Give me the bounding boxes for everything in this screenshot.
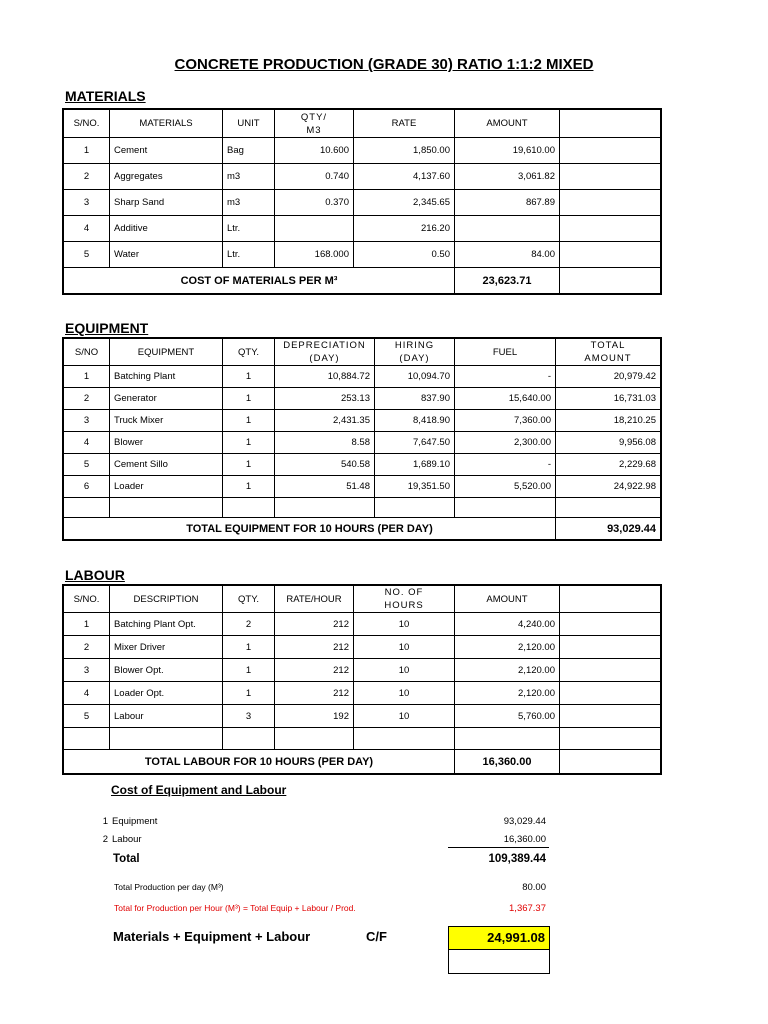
materials-row-amount: 19,610.00: [455, 138, 560, 164]
materials-row-rate: 1,850.00: [354, 138, 455, 164]
materials-row-name: Aggregates: [110, 164, 223, 190]
summary-divider: [448, 847, 549, 848]
labour-row-rate: 212: [275, 613, 354, 636]
equipment-row: [64, 454, 661, 476]
labour-row-hours: 10: [354, 613, 455, 636]
final-value: 24,991.08: [449, 927, 549, 950]
materials-row-name: Cement: [110, 138, 223, 164]
materials-row-unit: Bag: [223, 138, 275, 164]
materials-row-amount: 3,061.82: [455, 164, 560, 190]
equipment-header-row: [64, 339, 661, 366]
materials-row: [64, 190, 661, 216]
summary-item-2-value: 16,360.00: [503, 834, 546, 845]
equipment-row-total: 18,210.25: [556, 410, 661, 432]
col-total-amount: TOTAL AMOUNT: [556, 339, 661, 366]
labour-row-amount: 2,120.00: [455, 682, 560, 705]
col-hiring: HIRING (DAY): [375, 339, 455, 366]
labour-row: [64, 636, 661, 659]
equipment-row-sno: 5: [64, 454, 110, 476]
materials-heading: MATERIALS: [65, 88, 146, 104]
materials-row-rate: 2,345.65: [354, 190, 455, 216]
materials-row-amount: 867.89: [455, 190, 560, 216]
equipment-row-dep: 540.58: [275, 454, 375, 476]
materials-row-unit: m3: [223, 164, 275, 190]
summary-heading: Cost of Equipment and Labour: [111, 783, 287, 797]
equipment-row-total: 9,956.08: [556, 432, 661, 454]
materials-row-rate: 4,137.60: [354, 164, 455, 190]
materials-header-row: [64, 110, 661, 138]
labour-empty-row: [64, 728, 661, 750]
labour-table: [63, 585, 661, 774]
materials-row-rate: 216.20: [354, 216, 455, 242]
materials-row-rate: 0.50: [354, 242, 455, 268]
equipment-total-value: 93,029.44: [556, 518, 661, 540]
materials-row-qty: 10.600: [275, 138, 354, 164]
labour-row: [64, 682, 661, 705]
equipment-row-name: Loader: [110, 476, 223, 498]
materials-row-qty: 0.370: [275, 190, 354, 216]
labour-row-qty: 2: [223, 613, 275, 636]
materials-row: [64, 216, 661, 242]
materials-row-qty: [275, 216, 354, 242]
labour-row-qty: 1: [223, 636, 275, 659]
materials-table: [63, 109, 661, 294]
equipment-row-name: Cement Sillo: [110, 454, 223, 476]
labour-row-desc: Blower Opt.: [110, 659, 223, 682]
equipment-row-hire: 1,689.10: [375, 454, 455, 476]
equipment-row: [64, 410, 661, 432]
materials-row-unit: Ltr.: [223, 242, 275, 268]
equipment-row-hire: 19,351.50: [375, 476, 455, 498]
summary-item-1-label: Equipment: [112, 816, 158, 827]
labour-row: [64, 705, 661, 728]
labour-row-sno: 5: [64, 705, 110, 728]
col-amount: AMOUNT: [455, 586, 560, 613]
col-amount: AMOUNT: [455, 110, 560, 138]
labour-row-hours: 10: [354, 682, 455, 705]
col-description: DESCRIPTION: [110, 586, 223, 613]
equipment-row: [64, 432, 661, 454]
summary-total-label: Total: [113, 853, 140, 865]
labour-row-amount: 5,760.00: [455, 705, 560, 728]
labour-row-qty: 1: [223, 682, 275, 705]
per-hour-value: 1,367.37: [509, 903, 546, 914]
col-qty: QTY.: [223, 339, 275, 366]
labour-row-desc: Batching Plant Opt.: [110, 613, 223, 636]
labour-row-sno: 1: [64, 613, 110, 636]
labour-row-rate: 212: [275, 636, 354, 659]
col-materials: MATERIALS: [110, 110, 223, 138]
labour-row-hours: 10: [354, 636, 455, 659]
equipment-row-total: 20,979.42: [556, 366, 661, 388]
labour-row-desc: Loader Opt.: [110, 682, 223, 705]
equipment-row-name: Truck Mixer: [110, 410, 223, 432]
equipment-row-sno: 3: [64, 410, 110, 432]
equipment-row-qty: 1: [223, 476, 275, 498]
col-blank: [560, 110, 661, 138]
materials-row-name: Additive: [110, 216, 223, 242]
equipment-empty-row: [64, 498, 661, 518]
equipment-row-qty: 1: [223, 454, 275, 476]
materials-row: [64, 138, 661, 164]
labour-row-hours: 10: [354, 705, 455, 728]
labour-row-rate: 212: [275, 682, 354, 705]
final-label: Materials + Equipment + Labour: [113, 929, 311, 944]
equipment-total-row: [64, 518, 661, 540]
equipment-row-hire: 837.90: [375, 388, 455, 410]
col-sno: S/NO.: [64, 586, 110, 613]
summary-item-1-value: 93,029.44: [503, 816, 546, 827]
materials-row-sno: 4: [64, 216, 110, 242]
equipment-row-sno: 6: [64, 476, 110, 498]
equipment-row-hire: 8,418.90: [375, 410, 455, 432]
production-value: 80.00: [522, 882, 546, 893]
summary-total-value: 109,389.44: [488, 853, 546, 865]
equipment-row-name: Batching Plant: [110, 366, 223, 388]
equipment-row-fuel: -: [455, 454, 556, 476]
materials-row-name: Water: [110, 242, 223, 268]
equipment-row-name: Blower: [110, 432, 223, 454]
materials-row-amount: 84.00: [455, 242, 560, 268]
equipment-row-fuel: 5,520.00: [455, 476, 556, 498]
equipment-row-name: Generator: [110, 388, 223, 410]
labour-row-sno: 3: [64, 659, 110, 682]
equipment-row-dep: 253.13: [275, 388, 375, 410]
per-hour-label: Total for Production per Hour (M³) = Total Equip + Labour / Prod.: [114, 903, 356, 913]
labour-row-amount: 2,120.00: [455, 636, 560, 659]
materials-total-value: 23,623.71: [455, 268, 560, 294]
equipment-heading: EQUIPMENT: [65, 320, 149, 336]
materials-total-label: COST OF MATERIALS PER M³: [64, 268, 455, 294]
labour-row-sno: 4: [64, 682, 110, 705]
col-qty: QTY.: [223, 586, 275, 613]
materials-row-sno: 2: [64, 164, 110, 190]
col-rate: RATE: [354, 110, 455, 138]
materials-row-amount: [455, 216, 560, 242]
equipment-row-qty: 1: [223, 388, 275, 410]
equipment-row-dep: 8.58: [275, 432, 375, 454]
equipment-row-total: 24,922.98: [556, 476, 661, 498]
equipment-row-qty: 1: [223, 410, 275, 432]
materials-row-sno: 5: [64, 242, 110, 268]
labour-row-desc: Labour: [110, 705, 223, 728]
labour-header-row: [64, 586, 661, 613]
materials-row: [64, 164, 661, 190]
col-unit: UNIT: [223, 110, 275, 138]
equipment-row-dep: 2,431.35: [275, 410, 375, 432]
summary-item-2-label: Labour: [112, 834, 142, 845]
labour-row-qty: 1: [223, 659, 275, 682]
equipment-row-fuel: 2,300.00: [455, 432, 556, 454]
equipment-row-fuel: -: [455, 366, 556, 388]
col-rate: RATE/HOUR: [275, 586, 354, 613]
materials-row-qty: 0.740: [275, 164, 354, 190]
col-qty: QTY/ M3: [275, 110, 354, 138]
col-sno: S/NO.: [64, 110, 110, 138]
summary-item-1-number: 1: [102, 816, 108, 827]
labour-row-amount: 2,120.00: [455, 659, 560, 682]
materials-row-name: Sharp Sand: [110, 190, 223, 216]
final-value-box: [448, 926, 550, 974]
equipment-table: [63, 338, 661, 540]
materials-row-unit: m3: [223, 190, 275, 216]
materials-row-qty: 168.000: [275, 242, 354, 268]
production-label: Total Production per day (M³): [114, 882, 224, 892]
col-fuel: FUEL: [455, 339, 556, 366]
materials-row-sno: 3: [64, 190, 110, 216]
labour-row-desc: Mixer Driver: [110, 636, 223, 659]
final-cf-label: C/F: [366, 929, 387, 944]
materials-total-row: [64, 268, 661, 294]
equipment-row-sno: 2: [64, 388, 110, 410]
labour-total-row: [64, 750, 661, 774]
labour-row: [64, 613, 661, 636]
equipment-row-sno: 4: [64, 432, 110, 454]
equipment-total-label: TOTAL EQUIPMENT FOR 10 HOURS (PER DAY): [64, 518, 556, 540]
equipment-row: [64, 388, 661, 410]
equipment-row-total: 16,731.03: [556, 388, 661, 410]
labour-row-qty: 3: [223, 705, 275, 728]
materials-row: [64, 242, 661, 268]
labour-heading: LABOUR: [65, 567, 125, 583]
labour-row-amount: 4,240.00: [455, 613, 560, 636]
col-hours: NO. OF HOURS: [354, 586, 455, 613]
equipment-row-total: 2,229.68: [556, 454, 661, 476]
summary-item-2-number: 2: [102, 834, 108, 845]
labour-row-rate: 212: [275, 659, 354, 682]
col-depreciation: DEPRECIATION (DAY): [275, 339, 375, 366]
equipment-row-hire: 10,094.70: [375, 366, 455, 388]
col-equipment: EQUIPMENT: [110, 339, 223, 366]
equipment-row-qty: 1: [223, 366, 275, 388]
labour-row-rate: 192: [275, 705, 354, 728]
labour-row-hours: 10: [354, 659, 455, 682]
equipment-row-hire: 7,647.50: [375, 432, 455, 454]
equipment-row: [64, 366, 661, 388]
equipment-row-qty: 1: [223, 432, 275, 454]
equipment-row-dep: 10,884.72: [275, 366, 375, 388]
materials-row-sno: 1: [64, 138, 110, 164]
page-title: CONCRETE PRODUCTION (GRADE 30) RATIO 1:1:2 MIXED: [174, 56, 594, 73]
equipment-row: [64, 476, 661, 498]
equipment-row-fuel: 7,360.00: [455, 410, 556, 432]
equipment-row-fuel: 15,640.00: [455, 388, 556, 410]
labour-row: [64, 659, 661, 682]
col-sno: S/NO: [64, 339, 110, 366]
labour-total-label: TOTAL LABOUR FOR 10 HOURS (PER DAY): [64, 750, 455, 774]
equipment-row-dep: 51.48: [275, 476, 375, 498]
labour-row-sno: 2: [64, 636, 110, 659]
labour-total-value: 16,360.00: [455, 750, 560, 774]
materials-row-unit: Ltr.: [223, 216, 275, 242]
equipment-row-sno: 1: [64, 366, 110, 388]
